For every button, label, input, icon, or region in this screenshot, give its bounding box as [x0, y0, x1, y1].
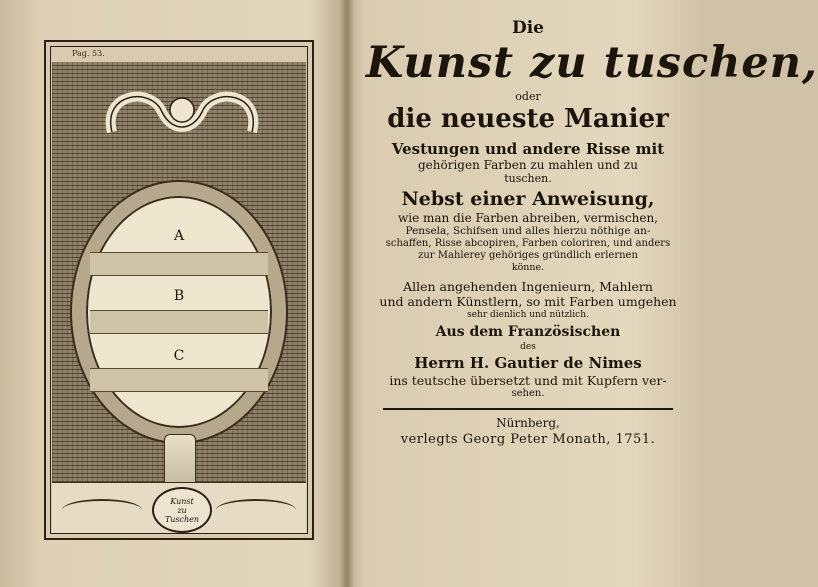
- subtitle-line-1: Vestungen und andere Risse mit: [391, 140, 665, 158]
- title-die: Die: [511, 18, 545, 38]
- label-c: C: [173, 348, 185, 364]
- translation-note-line-2: sehen.: [511, 388, 545, 399]
- medallion-line-2: zu: [177, 505, 187, 515]
- color-band-2: [90, 310, 268, 334]
- plate-number: Pag. 53.: [72, 49, 105, 58]
- book-gutter: [340, 0, 354, 587]
- title-medallion: [152, 487, 212, 533]
- scroll-ornament-right-icon: [216, 499, 296, 521]
- medallion-line-1: Kunst: [170, 496, 194, 506]
- label-a: A: [173, 228, 185, 244]
- audience-line-1: Allen angehenden Ingenieurn, Mahlern: [403, 279, 653, 294]
- imprint-divider: [383, 408, 673, 410]
- imprint-place: Nürnberg,: [496, 416, 560, 430]
- imprint-publisher: verlegts Georg Peter Monath, 1751.: [400, 432, 656, 447]
- instructions-line-3: schaffen, Risse abcopiren, Farben coloriren, und anders: [385, 238, 671, 249]
- author-name: Herrn H. Gautier de Nimes: [414, 354, 642, 372]
- title-manier: die neueste Manier: [387, 104, 669, 134]
- color-band-3: [90, 368, 268, 392]
- medallion-line-3: Tuschen: [164, 514, 200, 524]
- title-oder: oder: [515, 90, 541, 103]
- subtitle-line-2: gehörigen Farben zu mahlen und zu: [418, 158, 638, 172]
- title-page: [366, 14, 818, 448]
- instructions-line-5: könne.: [511, 262, 545, 273]
- instructions-line-1: wie man die Farben abreiben, vermischen,: [397, 211, 658, 225]
- engraved-wall: [52, 62, 306, 502]
- translation-source: Aus dem Französischen: [435, 324, 621, 340]
- translation-des: des: [520, 342, 536, 352]
- instructions-line-4: zur Mahlerey gehöriges gründlich erlernen: [418, 250, 638, 261]
- audience-line-3: sehr dienlich und nützlich.: [467, 310, 589, 320]
- label-b: B: [173, 288, 185, 304]
- scroll-ornament-left-icon: [62, 499, 142, 521]
- frontispiece-plate: [44, 40, 314, 540]
- subtitle-line-3: tuschen.: [504, 172, 552, 185]
- ribbon-bow-icon: [92, 82, 272, 152]
- translation-note-line-1: ins teutsche übersetzt und mit Kupfern ver-: [389, 373, 667, 388]
- title-main: Kunst zu tuschen,: [366, 38, 818, 88]
- instructions-line-2: Pensela, Schifsen und alles hierzu nöthige an-: [405, 225, 651, 237]
- audience-line-2: und andern Künstlern, so mit Farben umgehen: [379, 294, 677, 309]
- heading-nebst: Nebst einer Anweisung,: [401, 188, 655, 210]
- cartouche: [52, 482, 306, 533]
- color-band-1: [90, 252, 268, 276]
